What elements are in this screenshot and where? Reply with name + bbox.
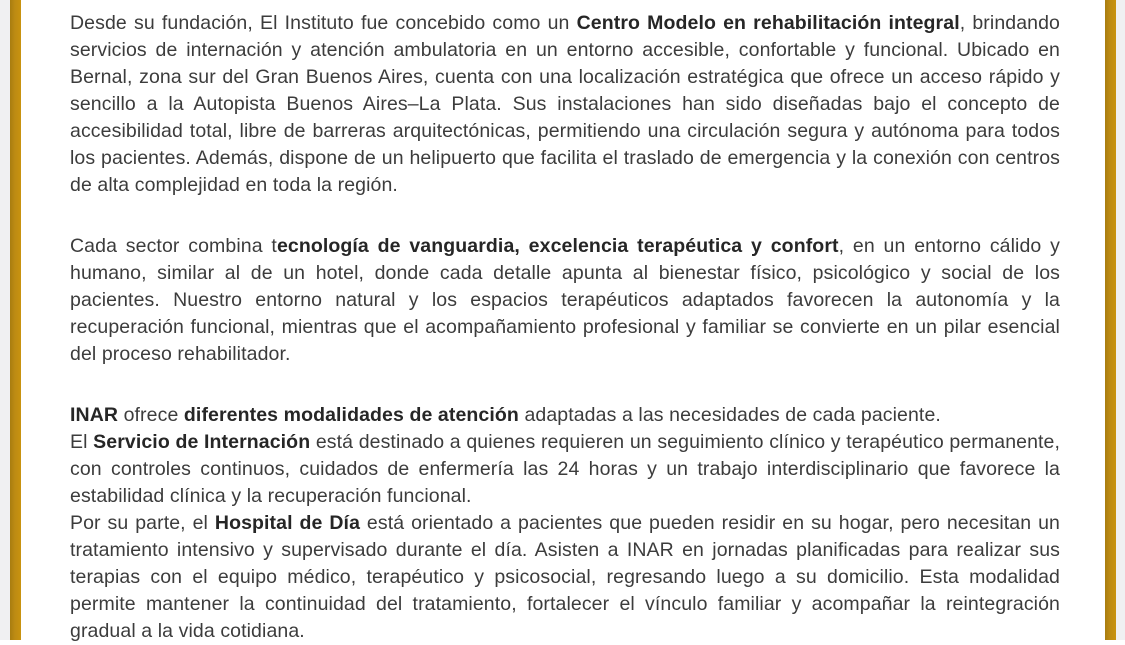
viewer-margin-right	[1116, 0, 1125, 640]
bold-text-run: Centro Modelo en rehabilitación integral	[576, 12, 960, 34]
bold-text-run: diferentes modalidades de atención	[183, 404, 519, 426]
document-content	[70, 10, 1060, 645]
text-run: El	[70, 431, 94, 453]
text-run: adaptadas a las necesidades de cada paciente.	[518, 404, 941, 426]
page-border-right-gold	[1105, 0, 1116, 640]
text-run: , brindando servicios de internación y atención ambulatoria en un entorno accesible, confortable y funcional. Ubicado en Bernal, zona sur del Gran Buenos Aires, cuenta con una localización estratégica que ofrece un acceso rápido y sencillo a la Autopista Buenos Aires–La Plata. Sus instalaciones han sido diseñadas bajo el concepto de accesibilidad total, libre de barreras arquitectónicas, permitiendo una circulación segura y autónoma para todos los pacientes. Además, dispone de un helipuerto que facilita el traslado de emergencia y la conexión con centros de alta complejidad en toda la región.	[70, 12, 1060, 196]
paragraph-sectores	[70, 233, 1060, 368]
bold-text-run: ecnología de vanguardia, excelencia terapéutica y confort	[276, 235, 839, 257]
text-run: está orientado a pacientes que pueden residir en su hogar, pero necesitan un tratamiento intensivo y supervisado durante el día. Asisten a INAR en jornadas planificadas para realizar sus terapias con el equipo médico, terapéutico y psicosocial, regresando luego a su domicilio. Esta modalidad permite mantener la continuidad del tratamiento, fortalecer el vínculo familiar y acompañar la reintegración gradual a la vida cotidiana.	[70, 512, 1060, 642]
paragraph-intro	[70, 10, 1060, 199]
page-border-left-gold	[10, 0, 21, 640]
paragraph-hospital-de-dia	[70, 510, 1060, 645]
paragraph-modalidades	[70, 402, 1060, 429]
text-run: está destinado a quienes requieren un seguimiento clínico y terapéutico permanente, con controles continuos, cuidados de enfermería las 24 horas y un trabajo interdisciplinario que favorece la estabilidad clínica y la recuperación funcional.	[70, 431, 1061, 507]
text-run: Cada sector combina t	[70, 235, 277, 257]
viewer-margin-left	[0, 0, 10, 640]
text-run: Por su parte, el	[70, 512, 215, 534]
text-run: , en un entorno cálido y humano, similar al de un hotel, donde cada detalle apunta al bienestar físico, psicológico y social de los pacientes. Nuestro entorno natural y los espacios terapéuticos adaptados favorecen la autonomía y la recuperación funcional, mientras que el acompañamiento profesional y familiar se convierte en un pilar esencial del proceso rehabilitador.	[70, 235, 1060, 365]
text-run: ofrece	[118, 404, 184, 426]
bold-text-run: INAR	[70, 404, 119, 426]
text-run: Desde su fundación, El Instituto fue concebido como un	[70, 12, 577, 34]
bold-text-run: Servicio de Internación	[93, 431, 311, 453]
paragraph-internacion	[70, 429, 1060, 510]
document-page	[21, 0, 1105, 640]
bold-text-run: Hospital de Día	[214, 512, 361, 534]
